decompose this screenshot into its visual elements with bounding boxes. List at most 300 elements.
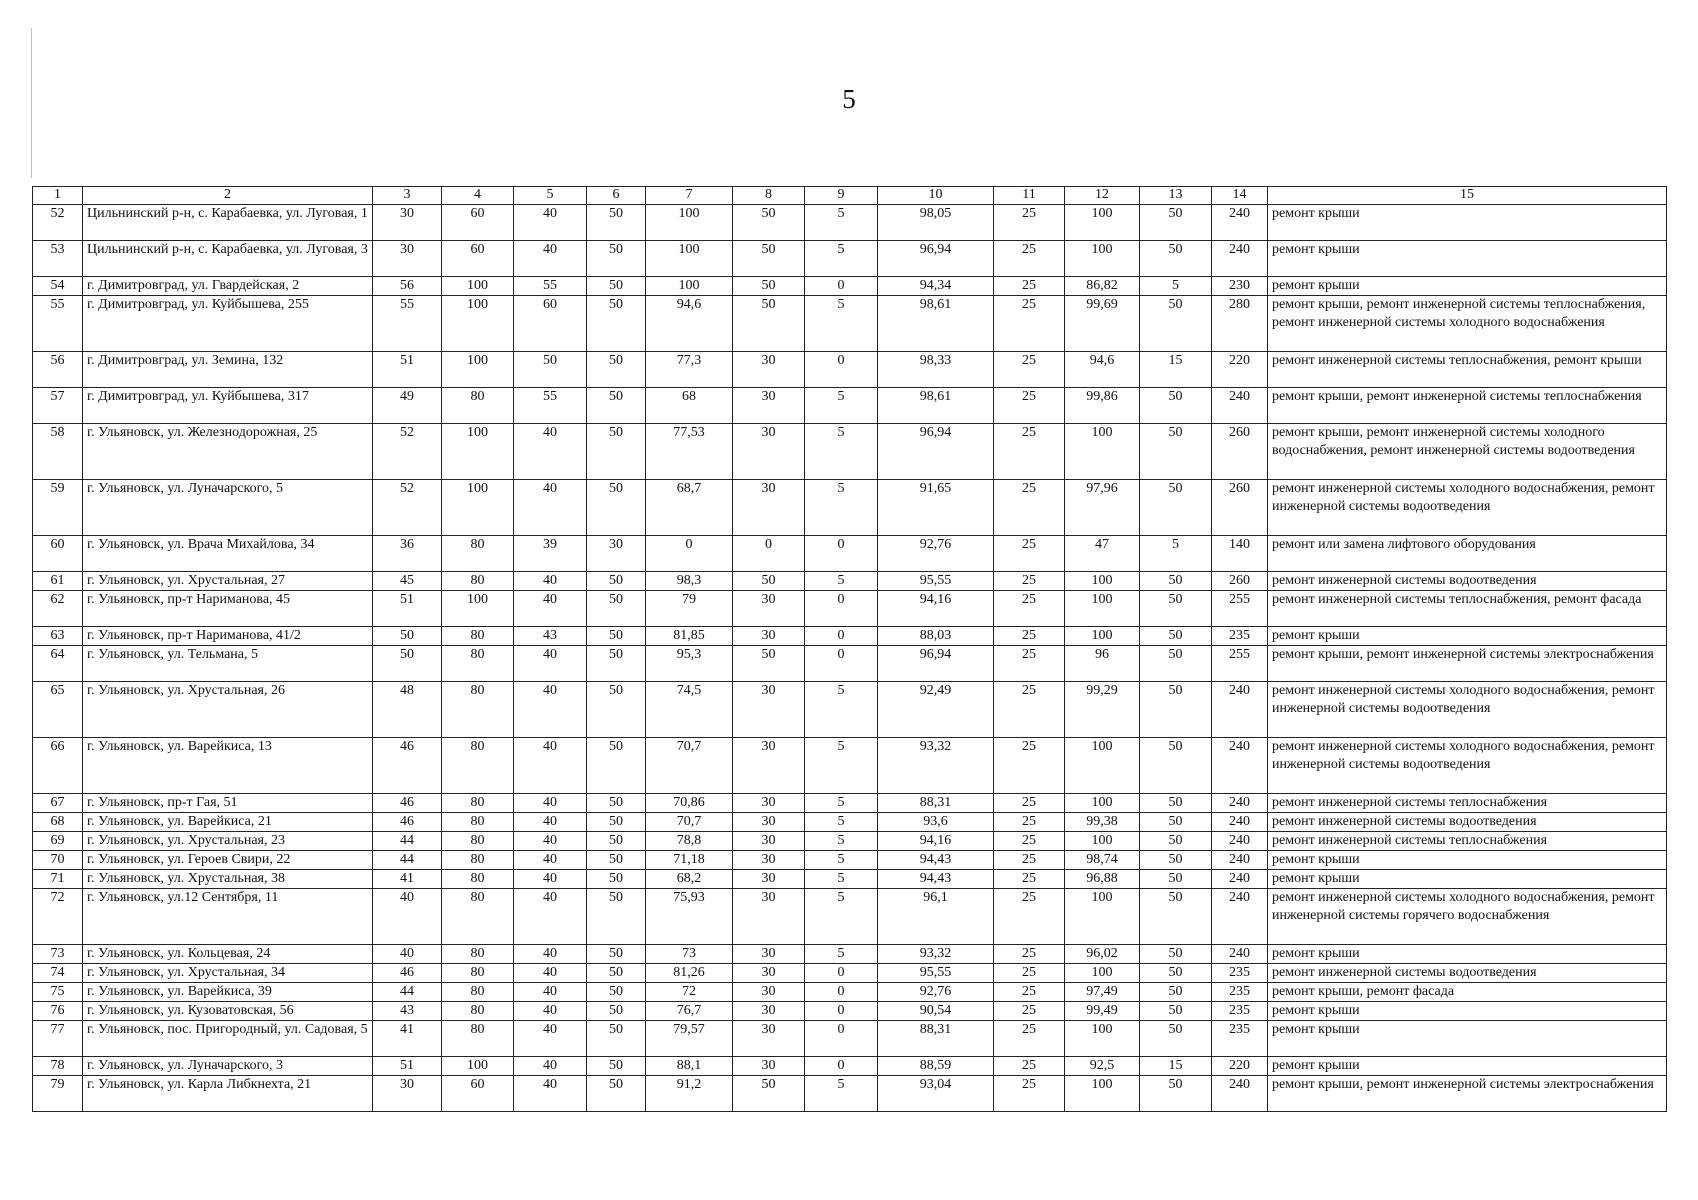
col8-cell: 30 xyxy=(733,889,805,945)
col11-cell: 25 xyxy=(994,536,1065,572)
total-cell: 240 xyxy=(1212,205,1268,241)
total-cell: 230 xyxy=(1212,277,1268,296)
table-row xyxy=(33,1002,1667,1021)
col13-cell: 50 xyxy=(1140,572,1212,591)
work-type-cell: ремонт крыши xyxy=(1268,205,1667,241)
total-cell: 260 xyxy=(1212,480,1268,536)
col13-cell: 50 xyxy=(1140,241,1212,277)
col7-cell: 75,93 xyxy=(646,889,733,945)
data-table xyxy=(32,186,1667,1112)
col10-cell: 96,94 xyxy=(878,424,994,480)
col8-cell: 30 xyxy=(733,424,805,480)
col4-cell: 80 xyxy=(442,983,514,1002)
col10-cell: 91,65 xyxy=(878,480,994,536)
table-row xyxy=(33,572,1667,591)
col4-cell: 80 xyxy=(442,794,514,813)
row-number: 65 xyxy=(33,682,83,738)
col4-cell: 80 xyxy=(442,964,514,983)
address-cell: Цильнинский р-н, с. Карабаевка, ул. Луговая, 3 xyxy=(83,241,373,277)
table-row xyxy=(33,296,1667,352)
col3-cell: 40 xyxy=(373,945,442,964)
table-row xyxy=(33,241,1667,277)
col8-cell: 30 xyxy=(733,945,805,964)
address-cell: г. Ульяновск, ул. Луначарского, 3 xyxy=(83,1057,373,1076)
col6-cell: 50 xyxy=(587,296,646,352)
col12-cell: 97,96 xyxy=(1065,480,1140,536)
col7-cell: 71,18 xyxy=(646,851,733,870)
col3-cell: 30 xyxy=(373,1076,442,1112)
col6-cell: 50 xyxy=(587,682,646,738)
col6-cell: 50 xyxy=(587,1021,646,1057)
col11-cell: 25 xyxy=(994,572,1065,591)
col9-cell: 5 xyxy=(805,682,878,738)
col12-cell: 96,02 xyxy=(1065,945,1140,964)
col3-cell: 46 xyxy=(373,738,442,794)
col5-cell: 40 xyxy=(514,646,587,682)
address-cell: г. Ульяновск, ул. Хрустальная, 27 xyxy=(83,572,373,591)
col10-cell: 96,1 xyxy=(878,889,994,945)
col10-cell: 90,54 xyxy=(878,1002,994,1021)
col6-cell: 50 xyxy=(587,572,646,591)
work-type-cell: ремонт крыши, ремонт фасада xyxy=(1268,983,1667,1002)
col13-cell: 15 xyxy=(1140,1057,1212,1076)
col7-cell: 100 xyxy=(646,277,733,296)
row-number: 66 xyxy=(33,738,83,794)
row-number: 74 xyxy=(33,964,83,983)
col5-cell: 55 xyxy=(514,388,587,424)
address-cell: г. Ульяновск, ул. Варейкиса, 21 xyxy=(83,813,373,832)
col11-cell: 25 xyxy=(994,889,1065,945)
row-number: 64 xyxy=(33,646,83,682)
col7-cell: 68,7 xyxy=(646,480,733,536)
col11-cell: 25 xyxy=(994,945,1065,964)
col10-cell: 94,34 xyxy=(878,277,994,296)
col9-cell: 5 xyxy=(805,241,878,277)
col5-cell: 40 xyxy=(514,591,587,627)
col8-cell: 30 xyxy=(733,794,805,813)
col7-cell: 70,7 xyxy=(646,738,733,794)
address-cell: г. Ульяновск, ул. Тельмана, 5 xyxy=(83,646,373,682)
table-row xyxy=(33,983,1667,1002)
row-number: 79 xyxy=(33,1076,83,1112)
col13-cell: 50 xyxy=(1140,296,1212,352)
column-header: 9 xyxy=(805,187,878,205)
col7-cell: 98,3 xyxy=(646,572,733,591)
col5-cell: 40 xyxy=(514,205,587,241)
col3-cell: 43 xyxy=(373,1002,442,1021)
total-cell: 240 xyxy=(1212,870,1268,889)
address-cell: г. Ульяновск, ул. Хрустальная, 34 xyxy=(83,964,373,983)
work-type-cell: ремонт крыши xyxy=(1268,851,1667,870)
col13-cell: 50 xyxy=(1140,1076,1212,1112)
col5-cell: 40 xyxy=(514,964,587,983)
col8-cell: 30 xyxy=(733,480,805,536)
col4-cell: 100 xyxy=(442,480,514,536)
total-cell: 140 xyxy=(1212,536,1268,572)
row-number: 56 xyxy=(33,352,83,388)
col8-cell: 50 xyxy=(733,241,805,277)
col13-cell: 50 xyxy=(1140,738,1212,794)
col5-cell: 40 xyxy=(514,945,587,964)
col13-cell: 50 xyxy=(1140,1021,1212,1057)
work-type-cell: ремонт инженерной системы водоотведения xyxy=(1268,813,1667,832)
col11-cell: 25 xyxy=(994,627,1065,646)
col13-cell: 15 xyxy=(1140,352,1212,388)
col6-cell: 50 xyxy=(587,352,646,388)
column-header: 8 xyxy=(733,187,805,205)
col7-cell: 91,2 xyxy=(646,1076,733,1112)
col3-cell: 51 xyxy=(373,352,442,388)
total-cell: 240 xyxy=(1212,813,1268,832)
work-type-cell: ремонт инженерной системы водоотведения xyxy=(1268,572,1667,591)
address-cell: Цильнинский р-н, с. Карабаевка, ул. Луговая, 1 xyxy=(83,205,373,241)
col7-cell: 100 xyxy=(646,205,733,241)
col12-cell: 96,88 xyxy=(1065,870,1140,889)
total-cell: 260 xyxy=(1212,424,1268,480)
col13-cell: 50 xyxy=(1140,794,1212,813)
col9-cell: 5 xyxy=(805,738,878,794)
col10-cell: 88,59 xyxy=(878,1057,994,1076)
table-row xyxy=(33,646,1667,682)
col9-cell: 0 xyxy=(805,983,878,1002)
col8-cell: 30 xyxy=(733,682,805,738)
total-cell: 240 xyxy=(1212,945,1268,964)
table-row xyxy=(33,352,1667,388)
work-type-cell: ремонт крыши xyxy=(1268,627,1667,646)
col8-cell: 30 xyxy=(733,813,805,832)
address-cell: г. Ульяновск, ул. Железнодорожная, 25 xyxy=(83,424,373,480)
col12-cell: 100 xyxy=(1065,424,1140,480)
col8-cell: 50 xyxy=(733,646,805,682)
col7-cell: 0 xyxy=(646,536,733,572)
col10-cell: 92,49 xyxy=(878,682,994,738)
table-row xyxy=(33,1057,1667,1076)
table-row xyxy=(33,536,1667,572)
col13-cell: 50 xyxy=(1140,813,1212,832)
col10-cell: 95,55 xyxy=(878,964,994,983)
col4-cell: 100 xyxy=(442,296,514,352)
col5-cell: 43 xyxy=(514,627,587,646)
col10-cell: 93,32 xyxy=(878,945,994,964)
table-row xyxy=(33,813,1667,832)
total-cell: 235 xyxy=(1212,983,1268,1002)
col6-cell: 50 xyxy=(587,870,646,889)
col5-cell: 40 xyxy=(514,738,587,794)
address-cell: г. Димитровград, ул. Куйбышева, 255 xyxy=(83,296,373,352)
col12-cell: 100 xyxy=(1065,1076,1140,1112)
col6-cell: 50 xyxy=(587,627,646,646)
table-row xyxy=(33,627,1667,646)
col5-cell: 40 xyxy=(514,832,587,851)
row-number: 71 xyxy=(33,870,83,889)
col5-cell: 40 xyxy=(514,889,587,945)
table-row xyxy=(33,889,1667,945)
column-header: 10 xyxy=(878,187,994,205)
col7-cell: 81,85 xyxy=(646,627,733,646)
total-cell: 260 xyxy=(1212,572,1268,591)
col4-cell: 80 xyxy=(442,682,514,738)
col13-cell: 50 xyxy=(1140,480,1212,536)
col3-cell: 41 xyxy=(373,870,442,889)
col12-cell: 100 xyxy=(1065,794,1140,813)
total-cell: 240 xyxy=(1212,794,1268,813)
address-cell: г. Ульяновск, ул. Кузоватовская, 56 xyxy=(83,1002,373,1021)
col8-cell: 30 xyxy=(733,983,805,1002)
col12-cell: 99,29 xyxy=(1065,682,1140,738)
col9-cell: 5 xyxy=(805,851,878,870)
col8-cell: 30 xyxy=(733,738,805,794)
col12-cell: 94,6 xyxy=(1065,352,1140,388)
work-type-cell: ремонт инженерной системы теплоснабжения, ремонт фасада xyxy=(1268,591,1667,627)
col9-cell: 5 xyxy=(805,945,878,964)
col9-cell: 5 xyxy=(805,870,878,889)
col8-cell: 30 xyxy=(733,1057,805,1076)
col11-cell: 25 xyxy=(994,480,1065,536)
col9-cell: 5 xyxy=(805,388,878,424)
total-cell: 220 xyxy=(1212,1057,1268,1076)
col12-cell: 100 xyxy=(1065,832,1140,851)
col4-cell: 80 xyxy=(442,572,514,591)
col8-cell: 30 xyxy=(733,1021,805,1057)
address-cell: г. Ульяновск, ул. Героев Свири, 22 xyxy=(83,851,373,870)
work-type-cell: ремонт крыши, ремонт инженерной системы электроснабжения xyxy=(1268,646,1667,682)
work-type-cell: ремонт инженерной системы теплоснабжения, ремонт крыши xyxy=(1268,352,1667,388)
column-header: 15 xyxy=(1268,187,1667,205)
col9-cell: 5 xyxy=(805,296,878,352)
col13-cell: 50 xyxy=(1140,388,1212,424)
col10-cell: 96,94 xyxy=(878,646,994,682)
col8-cell: 30 xyxy=(733,352,805,388)
col8-cell: 30 xyxy=(733,870,805,889)
col3-cell: 40 xyxy=(373,889,442,945)
row-number: 70 xyxy=(33,851,83,870)
col7-cell: 78,8 xyxy=(646,832,733,851)
col5-cell: 40 xyxy=(514,241,587,277)
col13-cell: 5 xyxy=(1140,277,1212,296)
col11-cell: 25 xyxy=(994,296,1065,352)
col12-cell: 92,5 xyxy=(1065,1057,1140,1076)
col4-cell: 80 xyxy=(442,627,514,646)
col5-cell: 40 xyxy=(514,1076,587,1112)
col5-cell: 40 xyxy=(514,870,587,889)
col12-cell: 99,38 xyxy=(1065,813,1140,832)
total-cell: 235 xyxy=(1212,627,1268,646)
col9-cell: 5 xyxy=(805,424,878,480)
col4-cell: 60 xyxy=(442,1076,514,1112)
col3-cell: 52 xyxy=(373,424,442,480)
address-cell: г. Ульяновск, пр-т Нариманова, 41/2 xyxy=(83,627,373,646)
row-number: 53 xyxy=(33,241,83,277)
address-cell: г. Ульяновск, ул. Варейкиса, 39 xyxy=(83,983,373,1002)
col13-cell: 50 xyxy=(1140,591,1212,627)
col10-cell: 94,16 xyxy=(878,832,994,851)
col9-cell: 0 xyxy=(805,277,878,296)
column-header: 12 xyxy=(1065,187,1140,205)
total-cell: 255 xyxy=(1212,646,1268,682)
row-number: 59 xyxy=(33,480,83,536)
col13-cell: 50 xyxy=(1140,870,1212,889)
col7-cell: 77,3 xyxy=(646,352,733,388)
table-row xyxy=(33,388,1667,424)
col12-cell: 100 xyxy=(1065,889,1140,945)
col4-cell: 100 xyxy=(442,1057,514,1076)
address-cell: г. Димитровград, ул. Гвардейская, 2 xyxy=(83,277,373,296)
col13-cell: 50 xyxy=(1140,682,1212,738)
row-number: 54 xyxy=(33,277,83,296)
address-cell: г. Димитровград, ул. Куйбышева, 317 xyxy=(83,388,373,424)
row-number: 58 xyxy=(33,424,83,480)
col9-cell: 0 xyxy=(805,646,878,682)
row-number: 63 xyxy=(33,627,83,646)
table-row xyxy=(33,682,1667,738)
page-number: 5 xyxy=(842,84,856,114)
col12-cell: 100 xyxy=(1065,627,1140,646)
col7-cell: 79,57 xyxy=(646,1021,733,1057)
col8-cell: 0 xyxy=(733,536,805,572)
table-row xyxy=(33,277,1667,296)
table-row xyxy=(33,870,1667,889)
col3-cell: 41 xyxy=(373,1021,442,1057)
work-type-cell: ремонт крыши xyxy=(1268,945,1667,964)
col4-cell: 80 xyxy=(442,832,514,851)
col9-cell: 0 xyxy=(805,964,878,983)
col4-cell: 80 xyxy=(442,1002,514,1021)
table-row xyxy=(33,738,1667,794)
col4-cell: 100 xyxy=(442,352,514,388)
col8-cell: 30 xyxy=(733,388,805,424)
col3-cell: 50 xyxy=(373,627,442,646)
table-row xyxy=(33,832,1667,851)
col12-cell: 100 xyxy=(1065,738,1140,794)
col6-cell: 50 xyxy=(587,794,646,813)
col5-cell: 40 xyxy=(514,851,587,870)
col5-cell: 40 xyxy=(514,983,587,1002)
total-cell: 235 xyxy=(1212,1021,1268,1057)
row-number: 77 xyxy=(33,1021,83,1057)
col11-cell: 25 xyxy=(994,738,1065,794)
col8-cell: 50 xyxy=(733,277,805,296)
col9-cell: 0 xyxy=(805,352,878,388)
col7-cell: 81,26 xyxy=(646,964,733,983)
col12-cell: 100 xyxy=(1065,241,1140,277)
col3-cell: 30 xyxy=(373,241,442,277)
col6-cell: 50 xyxy=(587,851,646,870)
col6-cell: 50 xyxy=(587,241,646,277)
table-row xyxy=(33,591,1667,627)
col7-cell: 95,3 xyxy=(646,646,733,682)
col4-cell: 60 xyxy=(442,241,514,277)
col5-cell: 40 xyxy=(514,813,587,832)
col11-cell: 25 xyxy=(994,591,1065,627)
work-type-cell: ремонт инженерной системы теплоснабжения xyxy=(1268,794,1667,813)
work-type-cell: ремонт или замена лифтового оборудования xyxy=(1268,536,1667,572)
col11-cell: 25 xyxy=(994,851,1065,870)
col3-cell: 46 xyxy=(373,794,442,813)
col4-cell: 80 xyxy=(442,889,514,945)
col9-cell: 5 xyxy=(805,889,878,945)
col7-cell: 68,2 xyxy=(646,870,733,889)
col5-cell: 40 xyxy=(514,424,587,480)
col6-cell: 50 xyxy=(587,832,646,851)
column-header: 14 xyxy=(1212,187,1268,205)
col11-cell: 25 xyxy=(994,1021,1065,1057)
col7-cell: 77,53 xyxy=(646,424,733,480)
col5-cell: 39 xyxy=(514,536,587,572)
row-number: 69 xyxy=(33,832,83,851)
col8-cell: 30 xyxy=(733,1002,805,1021)
address-cell: г. Ульяновск, ул. Луначарского, 5 xyxy=(83,480,373,536)
col7-cell: 70,86 xyxy=(646,794,733,813)
col8-cell: 30 xyxy=(733,851,805,870)
col13-cell: 50 xyxy=(1140,627,1212,646)
col3-cell: 50 xyxy=(373,646,442,682)
row-number: 57 xyxy=(33,388,83,424)
col3-cell: 51 xyxy=(373,1057,442,1076)
col5-cell: 40 xyxy=(514,480,587,536)
col10-cell: 98,61 xyxy=(878,296,994,352)
col11-cell: 25 xyxy=(994,1057,1065,1076)
col3-cell: 30 xyxy=(373,205,442,241)
col10-cell: 88,31 xyxy=(878,1021,994,1057)
col5-cell: 60 xyxy=(514,296,587,352)
col13-cell: 50 xyxy=(1140,1002,1212,1021)
col9-cell: 0 xyxy=(805,591,878,627)
col5-cell: 40 xyxy=(514,682,587,738)
work-type-cell: ремонт крыши xyxy=(1268,1021,1667,1057)
address-cell: г. Ульяновск, ул. Варейкиса, 13 xyxy=(83,738,373,794)
col4-cell: 100 xyxy=(442,591,514,627)
col12-cell: 86,82 xyxy=(1065,277,1140,296)
column-header: 1 xyxy=(33,187,83,205)
col9-cell: 0 xyxy=(805,627,878,646)
column-header: 11 xyxy=(994,187,1065,205)
col11-cell: 25 xyxy=(994,241,1065,277)
col8-cell: 50 xyxy=(733,205,805,241)
col6-cell: 50 xyxy=(587,1057,646,1076)
work-type-cell: ремонт крыши xyxy=(1268,241,1667,277)
col13-cell: 50 xyxy=(1140,964,1212,983)
col6-cell: 50 xyxy=(587,945,646,964)
col4-cell: 100 xyxy=(442,424,514,480)
col9-cell: 0 xyxy=(805,1021,878,1057)
column-header: 13 xyxy=(1140,187,1212,205)
col9-cell: 5 xyxy=(805,572,878,591)
col10-cell: 94,43 xyxy=(878,851,994,870)
column-header: 6 xyxy=(587,187,646,205)
col9-cell: 0 xyxy=(805,1002,878,1021)
col10-cell: 98,61 xyxy=(878,388,994,424)
col3-cell: 44 xyxy=(373,983,442,1002)
column-header: 7 xyxy=(646,187,733,205)
col11-cell: 25 xyxy=(994,682,1065,738)
col7-cell: 88,1 xyxy=(646,1057,733,1076)
col9-cell: 0 xyxy=(805,536,878,572)
col7-cell: 72 xyxy=(646,983,733,1002)
col5-cell: 40 xyxy=(514,1002,587,1021)
total-cell: 240 xyxy=(1212,1076,1268,1112)
total-cell: 280 xyxy=(1212,296,1268,352)
col5-cell: 50 xyxy=(514,352,587,388)
col13-cell: 50 xyxy=(1140,945,1212,964)
col10-cell: 92,76 xyxy=(878,536,994,572)
col13-cell: 50 xyxy=(1140,832,1212,851)
table-row xyxy=(33,945,1667,964)
table-row xyxy=(33,205,1667,241)
col4-cell: 80 xyxy=(442,738,514,794)
total-cell: 240 xyxy=(1212,241,1268,277)
col10-cell: 93,6 xyxy=(878,813,994,832)
col11-cell: 25 xyxy=(994,964,1065,983)
